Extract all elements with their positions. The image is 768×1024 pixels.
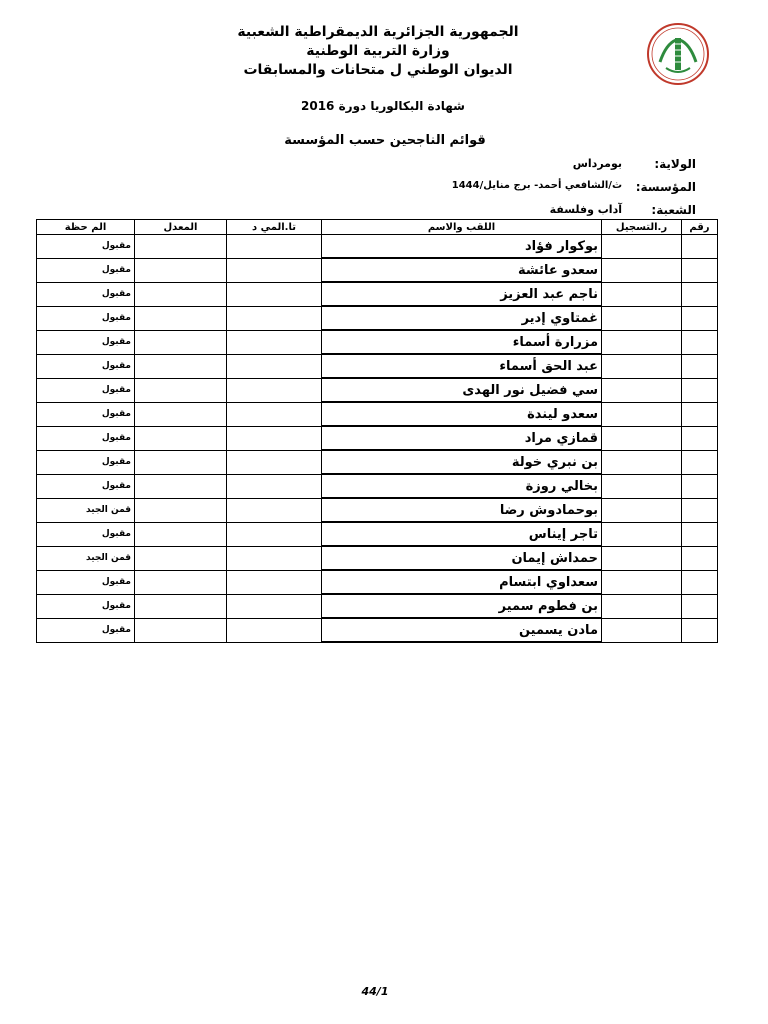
cell-name: بن نبري خولة: [322, 450, 602, 474]
cell-name: سعدو عائشة: [322, 258, 602, 282]
cell-name: قمازي مراد: [322, 426, 602, 450]
cell-name: بن فطوم سمير: [322, 594, 602, 618]
cell-number: [682, 498, 718, 522]
cell-name: مادن يسمين: [322, 618, 602, 642]
col-header-remark: الم حظة: [37, 220, 135, 235]
wilaya-value: بومرداس: [572, 157, 622, 170]
cell-name: غمتاوي إدير: [322, 306, 602, 330]
cell-birthdate: [227, 450, 322, 474]
cell-remark: قمن الجيد: [37, 546, 135, 570]
cell-number: [682, 474, 718, 498]
header-republic: الجمهورية الجزائرية الديمقراطية الشعبية: [237, 24, 519, 40]
cell-birthdate: [227, 258, 322, 282]
cell-average: [135, 618, 227, 642]
cell-birthdate: [227, 426, 322, 450]
cell-remark: مقبول: [37, 594, 135, 618]
cell-number: [682, 594, 718, 618]
table-row: [37, 258, 718, 282]
cell-registration: [602, 354, 682, 378]
header-ministry: وزارة التربية الوطنية: [306, 43, 450, 59]
col-header-birthdate: تا.المي د: [227, 220, 322, 235]
cell-remark: مقبول: [37, 378, 135, 402]
table-row: [37, 282, 718, 306]
table-row: [37, 426, 718, 450]
cell-remark: قمن الجيد: [37, 498, 135, 522]
cell-number: [682, 306, 718, 330]
cell-number: [682, 330, 718, 354]
table-row: [37, 498, 718, 522]
cell-registration: [602, 618, 682, 642]
exam-session-title: شهادة البكالوريا دورة 2016: [301, 99, 465, 113]
cell-birthdate: [227, 330, 322, 354]
cell-average: [135, 258, 227, 282]
cell-number: [682, 546, 718, 570]
wilaya-label: الولاية:: [654, 157, 696, 171]
cell-average: [135, 570, 227, 594]
table-row: [37, 594, 718, 618]
cell-registration: [602, 522, 682, 546]
cell-remark: مقبول: [37, 570, 135, 594]
cell-name: حمداش إيمان: [322, 546, 602, 570]
page-number: 44/1: [361, 985, 389, 998]
cell-average: [135, 594, 227, 618]
cell-number: [682, 235, 718, 259]
cell-average: [135, 330, 227, 354]
cell-remark: مقبول: [37, 450, 135, 474]
cell-registration: [602, 498, 682, 522]
cell-average: [135, 474, 227, 498]
ministry-emblem-icon: [646, 22, 710, 86]
cell-remark: مقبول: [37, 426, 135, 450]
cell-birthdate: [227, 402, 322, 426]
list-title: قوائم الناجحين حسب المؤسسة: [284, 133, 486, 148]
cell-number: [682, 426, 718, 450]
cell-birthdate: [227, 474, 322, 498]
institution-label: المؤسسة:: [635, 180, 696, 194]
cell-name: عبد الحق أسماء: [322, 354, 602, 378]
cell-number: [682, 618, 718, 642]
cell-registration: [602, 450, 682, 474]
table-row: [37, 474, 718, 498]
table-row: [37, 402, 718, 426]
cell-birthdate: [227, 570, 322, 594]
cell-number: [682, 258, 718, 282]
cell-name: ناجم عبد العزيز: [322, 282, 602, 306]
cell-number: [682, 450, 718, 474]
cell-birthdate: [227, 618, 322, 642]
cell-remark: مقبول: [37, 354, 135, 378]
cell-birthdate: [227, 498, 322, 522]
cell-remark: مقبول: [37, 282, 135, 306]
cell-remark: مقبول: [37, 522, 135, 546]
cell-number: [682, 378, 718, 402]
cell-registration: [602, 570, 682, 594]
cell-birthdate: [227, 235, 322, 259]
table-row: [37, 306, 718, 330]
cell-name: سعدو ليندة: [322, 402, 602, 426]
cell-name: سعداوي ابتسام: [322, 570, 602, 594]
cell-registration: [602, 402, 682, 426]
cell-name: بوكوار فؤاد: [322, 235, 602, 259]
table-row: [37, 570, 718, 594]
cell-number: [682, 402, 718, 426]
table-row: [37, 330, 718, 354]
table-row: [37, 618, 718, 642]
table-row: [37, 522, 718, 546]
cell-remark: مقبول: [37, 330, 135, 354]
cell-average: [135, 450, 227, 474]
cell-name: بوحمادوش رضا: [322, 498, 602, 522]
branch-value: آداب وفلسفة: [549, 203, 622, 216]
cell-number: [682, 354, 718, 378]
cell-name: تاجر إيناس: [322, 522, 602, 546]
table-row: [37, 450, 718, 474]
cell-average: [135, 306, 227, 330]
table-header-row: [37, 220, 718, 235]
cell-average: [135, 426, 227, 450]
cell-registration: [602, 546, 682, 570]
cell-remark: مقبول: [37, 474, 135, 498]
institution-value: ث/الشافعي أحمد- برج منايل/1444: [451, 180, 622, 191]
cell-number: [682, 570, 718, 594]
table-row: [37, 546, 718, 570]
col-header-average: المعدل: [135, 220, 227, 235]
col-header-name: اللقب والاسم: [322, 220, 602, 235]
cell-registration: [602, 282, 682, 306]
cell-registration: [602, 235, 682, 259]
cell-number: [682, 522, 718, 546]
cell-registration: [602, 258, 682, 282]
table-row: [37, 378, 718, 402]
cell-name: سي فضيل نور الهدى: [322, 378, 602, 402]
cell-name: بخالي روزة: [322, 474, 602, 498]
cell-remark: مقبول: [37, 235, 135, 259]
cell-name: مزرارة أسماء: [322, 330, 602, 354]
cell-registration: [602, 330, 682, 354]
cell-average: [135, 402, 227, 426]
cell-registration: [602, 426, 682, 450]
cell-birthdate: [227, 522, 322, 546]
cell-average: [135, 378, 227, 402]
cell-registration: [602, 594, 682, 618]
cell-number: [682, 282, 718, 306]
branch-label: الشعبة:: [651, 203, 696, 217]
cell-remark: مقبول: [37, 306, 135, 330]
cell-registration: [602, 474, 682, 498]
table-row: [37, 235, 718, 259]
cell-remark: مقبول: [37, 402, 135, 426]
col-header-registration: ر.التسجيل: [602, 220, 682, 235]
cell-birthdate: [227, 594, 322, 618]
cell-registration: [602, 378, 682, 402]
cell-birthdate: [227, 282, 322, 306]
cell-remark: مقبول: [37, 618, 135, 642]
cell-birthdate: [227, 354, 322, 378]
results-table: [36, 219, 718, 643]
cell-birthdate: [227, 306, 322, 330]
cell-birthdate: [227, 378, 322, 402]
table-row: [37, 354, 718, 378]
cell-average: [135, 546, 227, 570]
cell-average: [135, 282, 227, 306]
cell-average: [135, 498, 227, 522]
cell-average: [135, 354, 227, 378]
col-header-number: رقم: [682, 220, 718, 235]
cell-registration: [602, 306, 682, 330]
cell-birthdate: [227, 546, 322, 570]
cell-average: [135, 235, 227, 259]
header-office: الديوان الوطني ل متحانات والمسابقات: [243, 62, 513, 78]
cell-remark: مقبول: [37, 258, 135, 282]
cell-average: [135, 522, 227, 546]
